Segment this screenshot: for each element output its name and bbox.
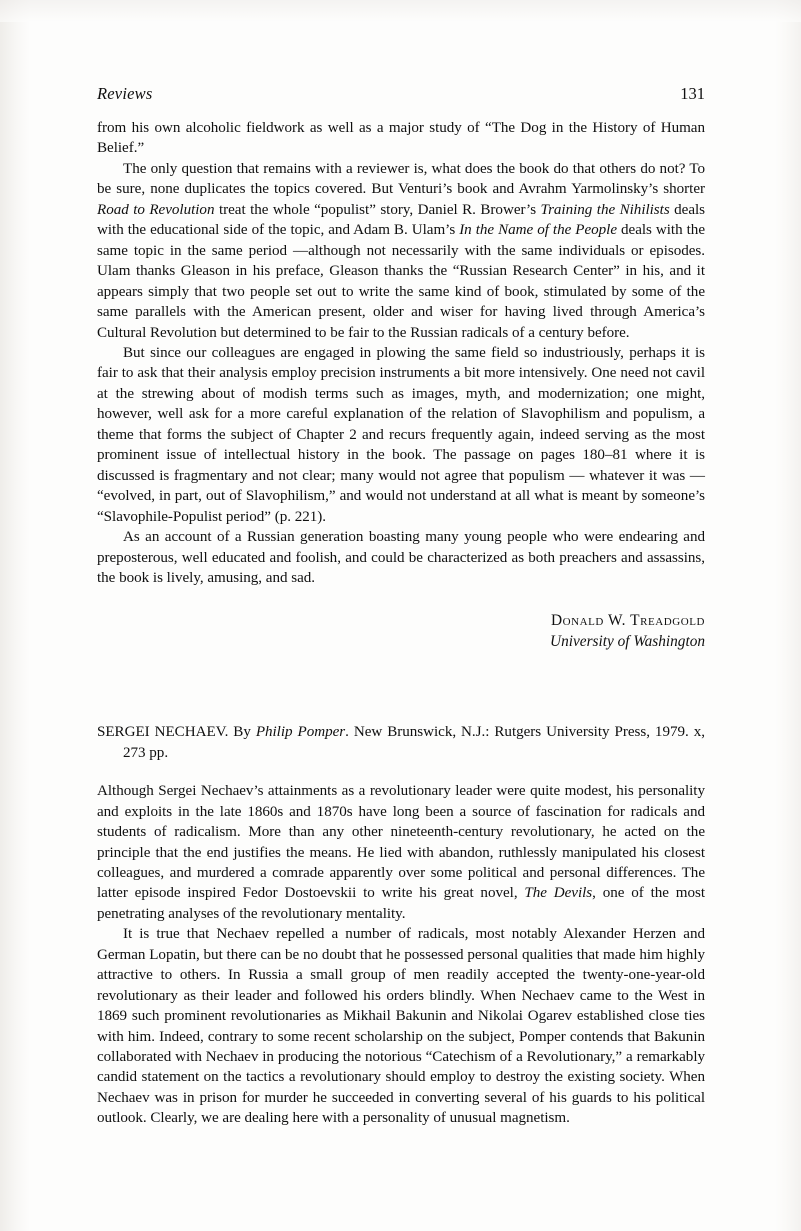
paragraph-conclusion xyxy=(97,527,705,588)
paragraph-text-segment: treat the whole “populist” story, Daniel R. Brower’s xyxy=(214,201,541,218)
paragraph-text-segment: The only question that remains with a reviewer is, what does the book do that others do not? To be sure, none duplicates the topics covered. But Venturi’s book and Avrahm Yarmolinsky’s shorter xyxy=(97,160,705,198)
book-title-training-the-nihilists: Training the Nihilists xyxy=(540,201,670,218)
running-head-title: Reviews xyxy=(97,84,153,103)
paragraph-text-segment: deals with the same topic in the same period —although not necessarily with the same individuals or episodes. Ulam thanks Gleason in his preface, Gleason thanks the “Russian Research Center” in his, and it appears simply that two people set out to write the same kind of book, stimulated by some of the same parallels with the American present, older and wiser for having lived through America’s Cultural Revolution but determined to be fair to the Russian radicals of a century before. xyxy=(97,222,705,341)
paragraph-text-segment: Although Sergei Nechaev’s attainments as a revolutionary leader were quite modest, his personality and exploits in the late 1860s and 1870s have long been a source of fascination for radicals and students of radicalism. More than any other nineteenth-century revolutionary, he acted on the principle that the end justifies the means. He lied with abandon, ruthlessly manipulated his closest colleagues, and murdered a comrade apparently over some political and personal differences. The latter episode inspired Fedor Dostoevskii to write his great novel, xyxy=(97,783,705,902)
scan-edge-shading-right xyxy=(775,0,801,1231)
book-title-the-devils: The Devils xyxy=(524,885,593,902)
paragraph-critique xyxy=(97,343,705,527)
running-head xyxy=(97,84,705,110)
review-separator xyxy=(97,652,705,722)
paragraph-nechaev-intro xyxy=(97,781,705,924)
book-citation-header xyxy=(97,722,705,763)
reviewer-affiliation: University of Washington xyxy=(550,632,705,650)
paragraph-nechaev-reception xyxy=(97,924,705,1129)
scan-edge-shading-left xyxy=(0,0,30,1231)
body-text-column xyxy=(97,118,705,1129)
journal-page xyxy=(97,0,705,1231)
paragraph-text: As an account of a Russian generation boasting many young people who were endearing and preposterous, well educated and foolish, and could be characterized as both preachers and assassins, the book is lively, amusing, and sad. xyxy=(97,529,705,586)
paragraph-comparison-of-books xyxy=(97,159,705,343)
book-title-and-byline: SERGEI NECHAEV. By xyxy=(97,724,256,741)
reviewer-name: Donald W. Treadgold xyxy=(550,612,705,630)
review-article-treadgold xyxy=(97,118,705,652)
book-author-name: Philip Pomper xyxy=(255,724,346,741)
reviewer-signature xyxy=(97,611,705,652)
book-title-in-the-name-of-the-people: In the Name of the People xyxy=(459,222,617,239)
header-body-spacer xyxy=(97,763,705,781)
paragraph-text: But since our colleagues are engaged in plowing the same field so industriously, perhaps it is fair to ask that their analysis employ precision instruments a bit more intensively. One need not cavil at the strewing about of modish terms such as images, myth, and modernization; one might, however, well ask for a more careful explanation of the relation of Slavophilism and populism, a theme that forms the subject of Chapter 2 and recurs frequently again, indeed serving as the most prominent issue of intellectual history in the book. The passage on pages 180–81 where it is discussed is fragmentary and not clear; many would not agree that populism — whatever it was — “evolved, in part, out of Slavophilism,” and would not understand at all what is meant by someone’s “Slavophile-Populist period” (p. 221). xyxy=(97,344,705,525)
page-number: 131 xyxy=(680,84,705,103)
paragraph-continued xyxy=(97,118,705,159)
paragraph-text-segment: deals with the educational side of the topic, and Adam B. Ulam’s xyxy=(97,201,706,239)
book-title-road-to-revolution: Road to Revolution xyxy=(97,201,215,218)
publication-details: . New Brunswick, N.J.: Rutgers University Press, 1979. x, 273 pp. xyxy=(123,724,705,761)
paragraph-text: from his own alcoholic fieldwork as well as a major study of “The Dog in the History of Human Belief.” xyxy=(97,120,705,157)
paragraph-text: It is true that Nechaev repelled a number of radicals, most notably Alexander Herzen and German Lopatin, but there can be no doubt that he possessed personal qualities that made him highly attractive to others. In Russia a small group of men readily accepted the twenty-one-year-old revolutionary as their leader and followed his orders blindly. When Nechaev came to the West in 1869 such prominent revolutionaries as Mikhail Bakunin and Nikolai Ogarev established close ties with him. Indeed, contrary to some recent scholarship on the subject, Pomper contends that Bakunin collaborated with Nechaev in producing the notorious “Catechism of a Revolutionary,” a remarkably candid statement on the tactics a revolutionary should employ to destroy the existing society. When Nechaev was in prison for murder he succeeded in converting several of his guards to his political outlook. Clearly, we are dealing here with a personality of unusual magnetism. xyxy=(97,926,705,1127)
paragraph-text-segment: , one of the most penetrating analyses of the revolutionary mentality. xyxy=(97,885,705,922)
review-article-nechaev xyxy=(97,722,705,1129)
